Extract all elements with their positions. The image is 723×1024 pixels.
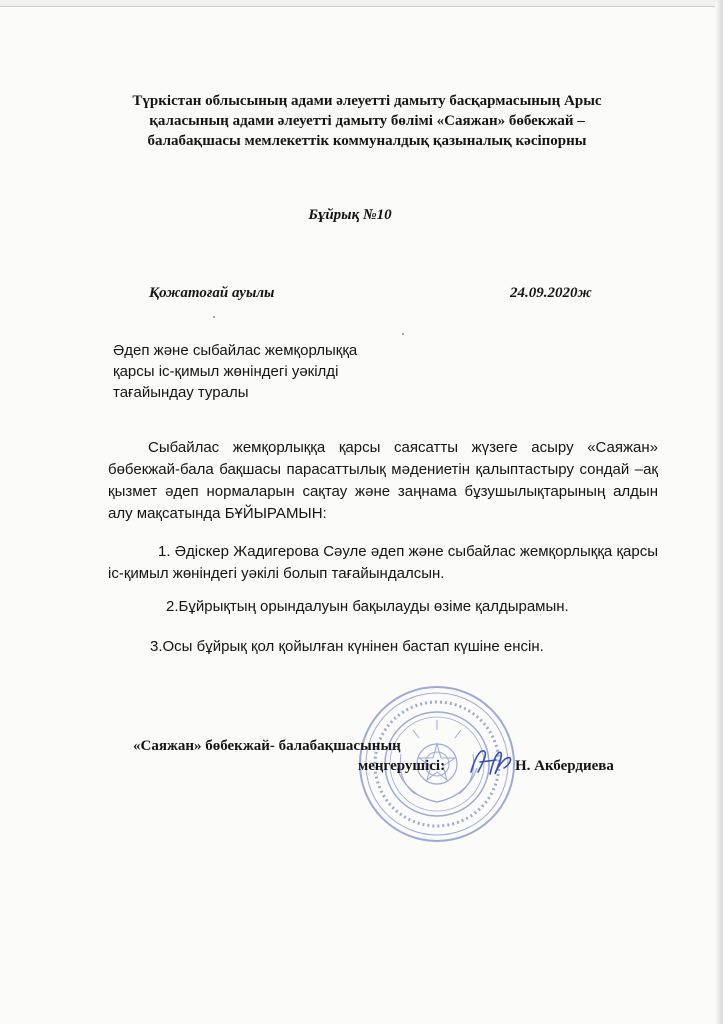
order-item-1: 1. Әдіскер Жадигерова Сәуле әдеп және сыбайлас жемқорлыққа қарсы іс-қимыл жөніндегі уәкілі болып тағайындалсын.: [108, 543, 658, 582]
order-subject: [113, 340, 413, 403]
subject-line-1: Әдеп және сыбайлас жемқорлыққа: [113, 342, 358, 359]
header-line-2: қаласының адами әлеуетті дамыту бөлімі «Саяжан» бөбекжай –: [149, 113, 585, 129]
order-item-3: 3.Осы бұйрық қол қойылған күнінен бастап күшіне енсін.: [150, 638, 544, 655]
header-line-3: балабақшасы мемлекеттік коммуналдық қазыналық кәсіпорны: [147, 133, 587, 149]
scan-speck: [402, 333, 404, 335]
order-date: 24.09.2020ж: [510, 285, 592, 301]
signature-position: меңгерушісі:: [358, 758, 446, 774]
handwritten-signature-icon: [468, 744, 514, 778]
order-title: Бұйрық №10: [308, 207, 392, 223]
order-item-2: 2.Бұйрықтың орындалуын бақылауды өзіме қалдырамын.: [166, 598, 569, 615]
header-line-1: Түркістан облысының адами әлеуетті дамыту басқармасының Арыс: [132, 93, 602, 109]
subject-line-3: тағайындау туралы: [113, 384, 249, 401]
scan-speck: [213, 316, 215, 318]
scan-top-edge: [0, 0, 723, 7]
signature-organization: «Саяжан» бөбекжай- балабақшасының: [133, 738, 401, 754]
organization-header: [72, 91, 662, 151]
subject-line-2: қарсы іс-қимыл жөніндегі уәкілді: [113, 363, 339, 380]
preamble-paragraph: Сыбайлас жемқорлыққа қарсы саясатты жүзеге асыру «Саяжан» бөбекжай-бала бақшасы парасаттылық мәдениетін қалыптастыру сондай –ақ қызмет әдеп нормаларын сақтау және заңнама бұзушылықтарының алдын алу мақсатында БҰЙЫРАМЫН:: [108, 439, 658, 522]
order-place: Қожатоғай ауылы: [149, 285, 275, 301]
signatory-name: Н. Акбердиева: [515, 758, 614, 774]
scan-right-edge: [715, 0, 723, 1024]
